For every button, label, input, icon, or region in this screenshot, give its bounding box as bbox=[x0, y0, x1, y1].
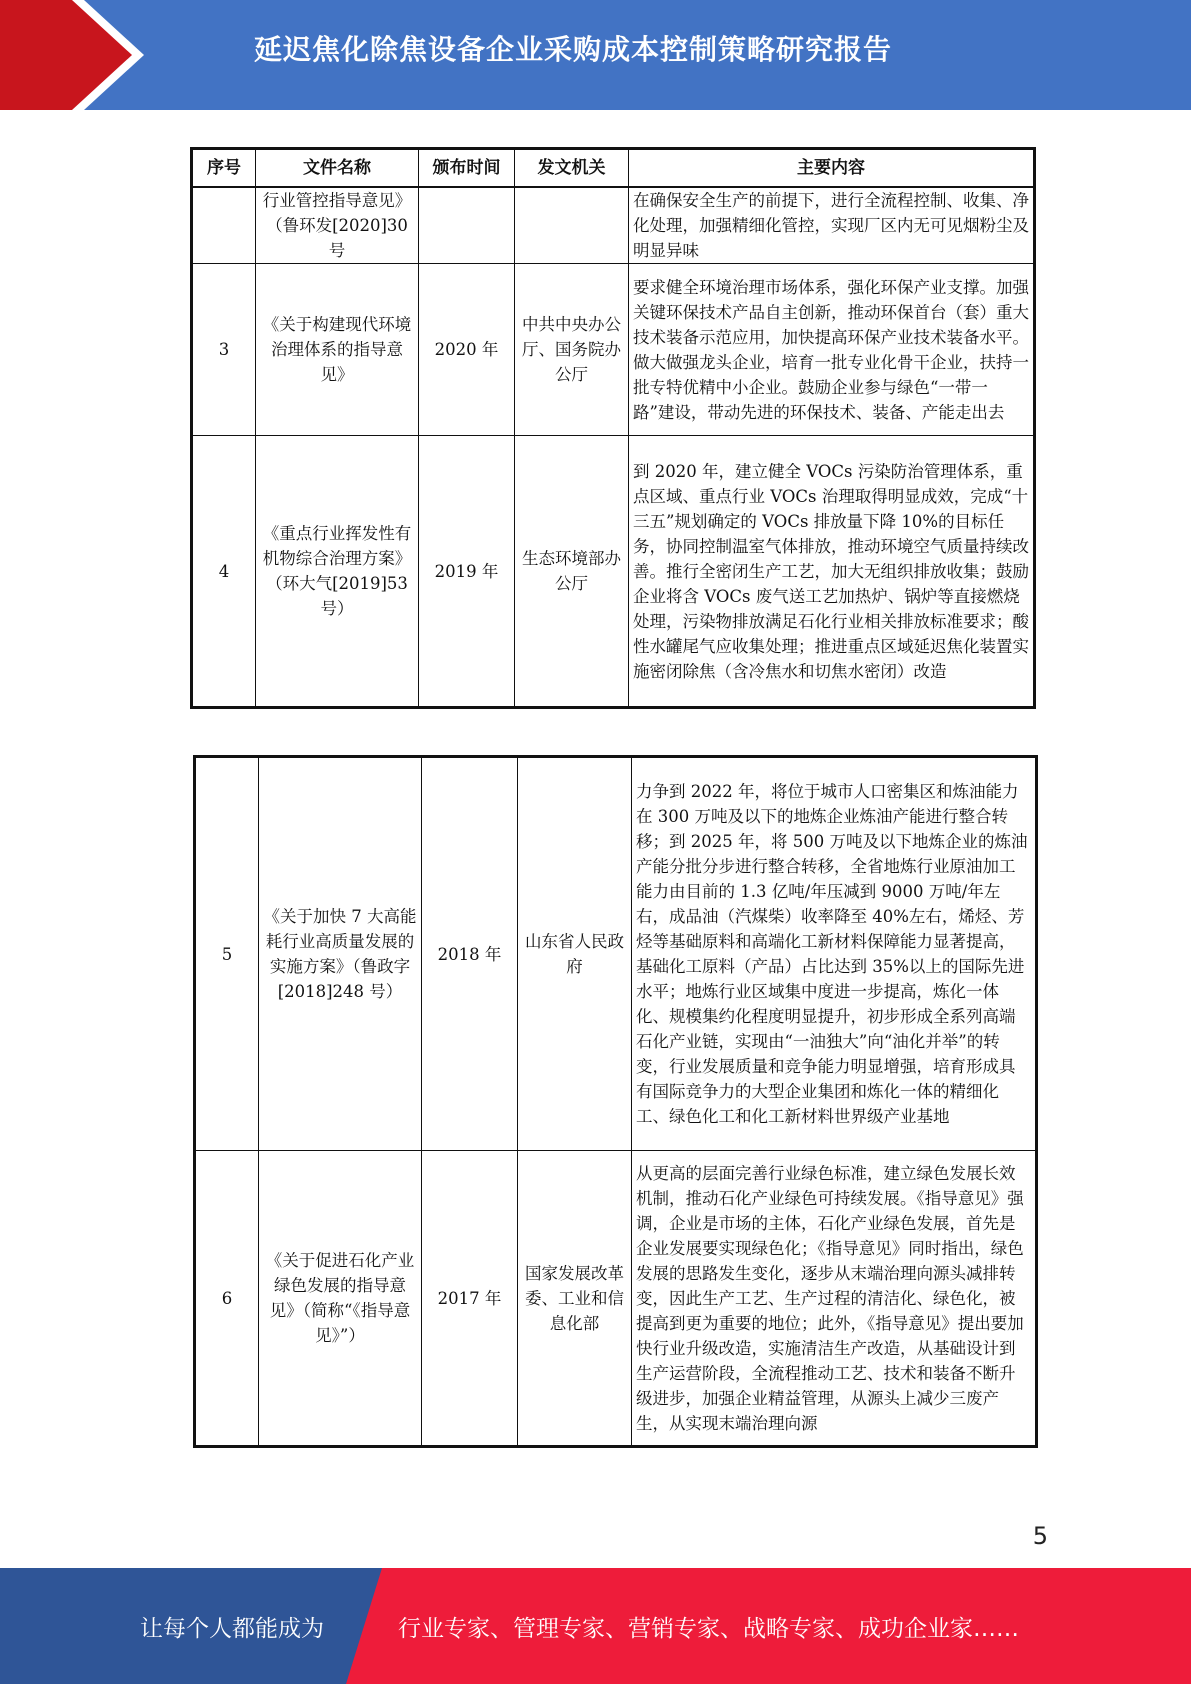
cell-date: 2019 年 bbox=[419, 436, 515, 708]
cell-org: 国家发展改革委、工业和信息化部 bbox=[518, 1151, 632, 1447]
cell-no bbox=[192, 187, 256, 264]
col-header-content: 主要内容 bbox=[629, 149, 1035, 188]
table-header-row bbox=[192, 149, 1035, 188]
policy-table-top bbox=[190, 147, 1036, 709]
col-header-name: 文件名称 bbox=[256, 149, 419, 188]
footer-slogan-left: 让每个人都能成为 bbox=[140, 1616, 324, 1642]
col-header-org: 发文机关 bbox=[515, 149, 629, 188]
cell-org bbox=[515, 187, 629, 264]
report-title: 延迟焦化除焦设备企业采购成本控制策略研究报告 bbox=[254, 33, 893, 66]
table-row bbox=[192, 436, 1035, 708]
cell-name: 《重点行业挥发性有机物综合治理方案》（环大气[2019]53 号） bbox=[256, 436, 419, 708]
cell-name: 行业管控指导意见》（鲁环发[2020]30 号 bbox=[256, 187, 419, 264]
cell-org: 中共中央办公厅、国务院办公厅 bbox=[515, 264, 629, 436]
cell-org: 山东省人民政府 bbox=[518, 757, 632, 1151]
cell-name: 《关于加快 7 大高能耗行业高质量发展的实施方案》（鲁政字[2018]248 号） bbox=[259, 757, 422, 1151]
cell-content: 到 2020 年，建立健全 VOCs 污染防治管理体系，重点区域、重点行业 VOCs 治理取得明显成效，完成“十三五”规划确定的 VOCs 排放量下降 10%的目标任务，协同控制温室气体排放，推动环境空气质量持续改善。推行全密闭生产工艺，加大无组织排放收集；鼓励企业将含 VOCs 废气送工艺加热炉、锅炉等直接燃烧处理，污染物排放满足石化行业相关排放标准要求；酸性水罐尾气应收集处理；推进重点区域延迟焦化装置实施密闭除焦（含冷焦水和切焦水密闭）改造 bbox=[629, 436, 1035, 708]
page-header bbox=[0, 0, 1191, 110]
cell-name: 《关于促进石化产业绿色发展的指导意见》（简称“《指导意见》”） bbox=[259, 1151, 422, 1447]
cell-content: 要求健全环境治理市场体系，强化环保产业支撑。加强关键环保技术产品自主创新，推动环保首台（套）重大技术装备示范应用，加快提高环保产业技术装备水平。做大做强龙头企业，培育一批专业化骨干企业，扶持一批专特优精中小企业。鼓励企业参与绿色“一带一路”建设，带动先进的环保技术、装备、产能走出去 bbox=[629, 264, 1035, 436]
col-header-no: 序号 bbox=[192, 149, 256, 188]
policy-table-bottom bbox=[193, 755, 1038, 1448]
cell-content: 从更高的层面完善行业绿色标准，建立绿色发展长效机制，推动石化产业绿色可持续发展。《指导意见》强调，企业是市场的主体，石化产业绿色发展，首先是企业发展要实现绿色化；《指导意见》同时指出，绿色发展的思路发生变化，逐步从末端治理向源头减排转变，因此生产工艺、生产过程的清洁化、绿色化，被提高到更为重要的地位；此外，《指导意见》提出要加快行业升级改造，实施清洁生产改造，从基础设计到生产运营阶段，全流程推动工艺、技术和装备不断升级进步，加强企业精益管理，从源头上减少三废产生，从实现末端治理向源 bbox=[632, 1151, 1037, 1447]
cell-content: 力争到 2022 年，将位于城市人口密集区和炼油能力在 300 万吨及以下的地炼企业炼油产能进行整合转移；到 2025 年，将 500 万吨及以下地炼企业的炼油产能分批分步进行整合转移，全省地炼行业原油加工能力由目前的 1.3 亿吨/年压减到 9000 万吨/年左右，成品油（汽煤柴）收率降至 40%左右，烯烃、芳烃等基础原料和高端化工新材料保障能力显著提高，基础化工原料（产品）占比达到 35%以上的国际先进水平；地炼行业区域集中度进一步提高，炼化一体化、规模集约化程度明显提升，初步形成全系列高端石化产业链，实现由“一油独大”向“油化并举”的转变，行业发展质量和竞争能力明显增强，培育形成具有国际竞争力的大型企业集团和炼化一体的精细化工、绿色化工和化工新材料世界级产业基地 bbox=[632, 757, 1037, 1151]
footer-slogan-right: 行业专家、管理专家、营销专家、战略专家、成功企业家…… bbox=[398, 1616, 1019, 1642]
cell-no: 5 bbox=[195, 757, 259, 1151]
cell-no: 4 bbox=[192, 436, 256, 708]
col-header-date: 颁布时间 bbox=[419, 149, 515, 188]
cell-date: 2017 年 bbox=[422, 1151, 518, 1447]
table-row bbox=[192, 264, 1035, 436]
cell-date bbox=[419, 187, 515, 264]
table-row bbox=[195, 1151, 1037, 1447]
table-row bbox=[195, 757, 1037, 1151]
cell-content: 在确保安全生产的前提下，进行全流程控制、收集、净化处理，加强精细化管控，实现厂区内无可见烟粉尘及明显异味 bbox=[629, 187, 1035, 264]
cell-org: 生态环境部办公厅 bbox=[515, 436, 629, 708]
cell-no: 3 bbox=[192, 264, 256, 436]
cell-no: 6 bbox=[195, 1151, 259, 1447]
cell-date: 2020 年 bbox=[419, 264, 515, 436]
header-chevron-decoration bbox=[0, 0, 150, 110]
table-row bbox=[192, 187, 1035, 264]
page-number: 5 bbox=[1032, 1522, 1048, 1550]
cell-name: 《关于构建现代环境治理体系的指导意见》 bbox=[256, 264, 419, 436]
cell-date: 2018 年 bbox=[422, 757, 518, 1151]
